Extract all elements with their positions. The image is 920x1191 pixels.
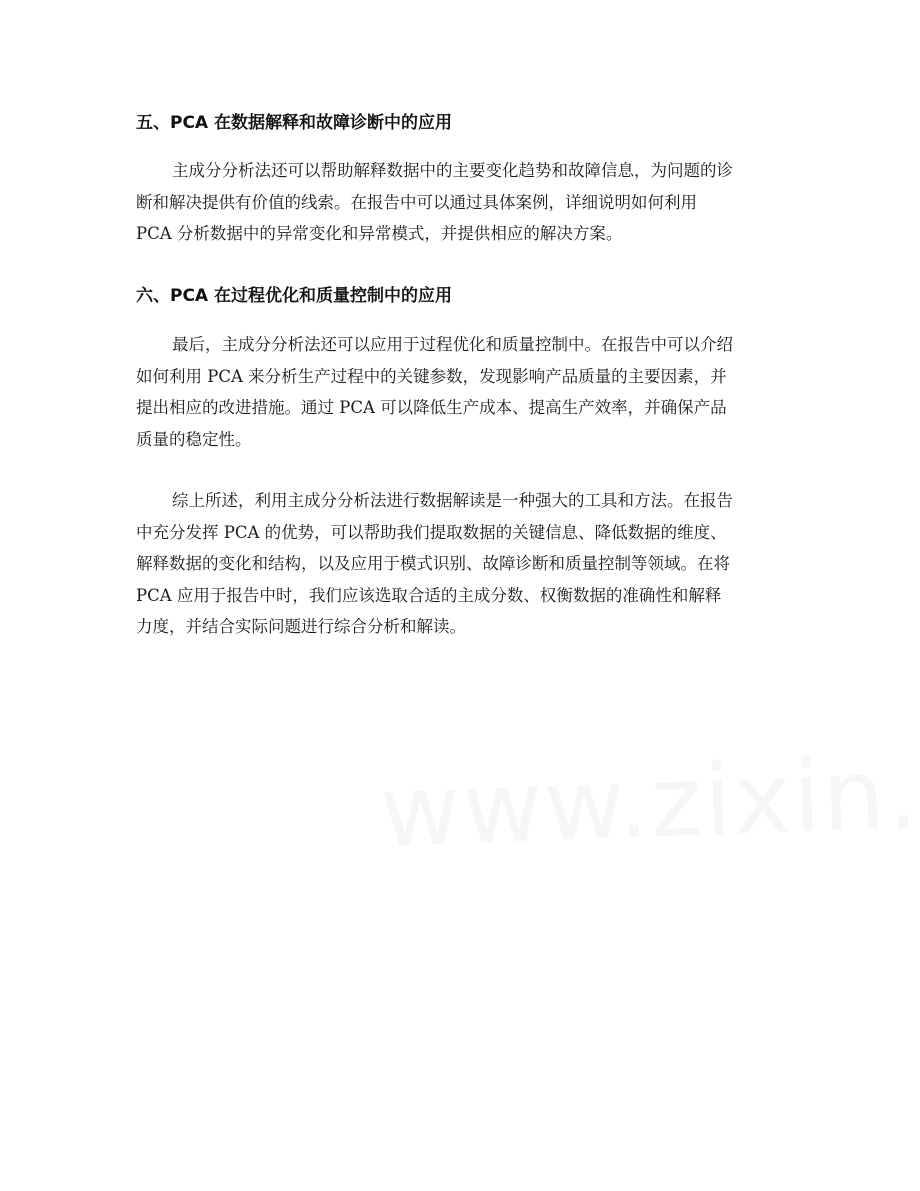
summary-paragraph — [136, 485, 788, 643]
section-5-heading: 五、PCA 在数据解释和故障诊断中的应用 — [136, 113, 453, 133]
paragraph-line: 如何利用 PCA 来分析生产过程中的关键参数，发现影响产品质量的主要因素，并 — [136, 366, 727, 386]
section-5-paragraph — [136, 155, 788, 250]
paragraph-line: 最后，主成分分析法还可以应用于过程优化和质量控制中。在报告中可以介绍 — [172, 335, 733, 354]
paragraph-line: 质量的稳定性。 — [136, 429, 252, 449]
paragraph-line: 中充分发挥 PCA 的优势，可以帮助我们提取数据的关键信息、降低数据的维度、 — [136, 522, 727, 542]
paragraph-line: 断和解决提供有价值的线索。在报告中可以通过具体案例，详细说明如何利用 — [136, 192, 697, 212]
paragraph-line: PCA 分析数据中的异常变化和异常模式，并提供相应的解决方案。 — [136, 224, 623, 244]
paragraph-line: 力度，并结合实际问题进行综合分析和解读。 — [136, 617, 466, 637]
paragraph-line: PCA 应用于报告中时，我们应该选取合适的主成分数、权衡数据的准确性和解释 — [136, 585, 722, 605]
section-6-heading: 六、PCA 在过程优化和质量控制中的应用 — [136, 286, 453, 306]
section-6-paragraph — [136, 329, 788, 455]
watermark — [378, 724, 920, 870]
paragraph-line: 提出相应的改进措施。通过 PCA 可以降低生产成本、提高生产效率，并确保产品 — [136, 398, 727, 418]
paragraph-line: 主成分分析法还可以帮助解释数据中的主要变化趋势和故障信息，为问题的诊 — [172, 161, 733, 180]
paragraph-line: 综上所述，利用主成分分析法进行数据解读是一种强大的工具和方法。在报告 — [172, 491, 733, 510]
paragraph-line: 解释数据的变化和结构，以及应用于模式识别、故障诊断和质量控制等领域。在将 — [136, 554, 730, 574]
